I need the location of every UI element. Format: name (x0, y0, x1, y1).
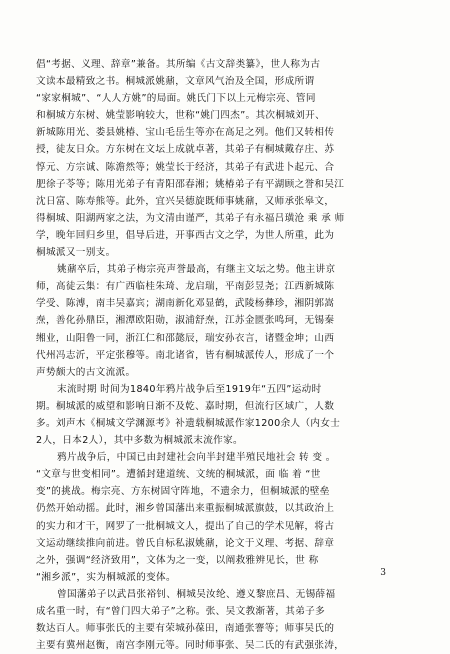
text-line: 倡“考据、义理、辞章”兼备。其所编《古文辞类纂》，世人称为古 (36, 59, 321, 70)
text-line: 文读本最精致之书。桐城派姚鼐，文章风气治及全国，形成所谓 (36, 76, 315, 88)
text-line: 和桐城方东树、姚莹影响较大，世称“姚门四杰”。其次桐城刘开、 (36, 110, 326, 122)
text-line: “文章与世变相同”。遭循封建道统、文统的桐城派，面 临 着 “世 (36, 469, 321, 481)
text-line: 焘，善化孙鼎臣，湘潭欧阳勋，淑浦舒焘，江苏金匮张鸣珂，无锡秦 (36, 315, 335, 327)
text-line: 缃业，山阳鲁一同，浙江仁和邵懿辰，瑞安孙衣言，诸暨金坤；山西 (36, 332, 335, 344)
text-line: 授，徒友日众。方东树在文坛上成就卓著，其弟子有桐城戴存庄、苏 (36, 144, 335, 156)
text-line: 声势颇大的古文流派。 (36, 366, 136, 378)
paragraph-start-line: 末流时期 时间为1840年鸦片战争后至1919年“五四”运动时 (57, 383, 322, 395)
text-line: 惇元、方宗诚、陈澹然等；姚莹长于经济，其弟子有武进卜起元、合 (36, 161, 335, 173)
text-line: 2人，日本2人），其中多数为桐城派末流作家。 (36, 435, 243, 447)
text-line: 变”的挑战。梅宗亮、方东树固守阵地，不遗余力，但桐城派的壁垒 (36, 486, 330, 498)
text-line: 新城陈用光、娄县姚椿、宝山毛岳生等亦在高足之列。他们又转相传 (36, 127, 335, 139)
text-line: 仍然开始动摇。此时，湘乡曾国藩出来重振桐城派旗鼓，以其政治上 (36, 503, 335, 515)
text-line: 学受、陈溥，南丰吴嘉宾；湖南新化邓显鹤，武陵杨彝珍，湘阴郭嵩 (36, 298, 335, 310)
text-line: 桐城派又一别支。 (36, 247, 116, 259)
text-line: 的实力和才干，网罗了一批桐城文人，提出了自己的学术见解，将古 (36, 520, 335, 532)
paragraph-start-line: 鸦片战争后，中国已由封建社会向半封建半殖民地社会 转 变 。 (57, 452, 336, 464)
text-line: “家家桐城”、“人人方姚”的局面。姚氏门下以上元梅宗亮、管同 (36, 93, 316, 105)
text-line: 文运动继续推向前进。曾氏自标私淑姚鼐，论文于义理、考据、辞章 (36, 537, 335, 549)
text-line: 师，高徒云集：有广西临桂朱琦、龙启瑞，平南彭昱尧；江西新城陈 (36, 281, 335, 293)
text-line: 得桐城、阳湖两家之法，为文清由谨严，其弟子有永福吕璜沧 乘 承 师 (36, 212, 345, 224)
page-number: 3 (380, 568, 386, 578)
text-line: “湘乡派”，实为桐城派的变体。 (36, 571, 176, 583)
text-line: 沈日富、陈寿熊等。此外，宜兴吴德旋既师事姚鼐，又师承张皋文， (36, 195, 335, 207)
paragraph-start-line: 曾国藩弟子以武昌张裕钊、桐城吴汝纶、遵义黎庶昌、无锡薛福 (57, 588, 336, 600)
text-line: 期。桐城派的威望和影响日渐不及乾、嘉时期，但流行区域广，人数 (36, 400, 335, 412)
text-line: 代州冯志沂，平定张穆等。南北诸省，皆有桐城派传人，形成了一个 (36, 349, 335, 361)
text-line: 学，晚年回归乡里，倡导后进，开事西古文之学，为世人所重，此为 (36, 229, 335, 241)
paragraph-start-line: 姚鼐卒后，其弟子梅宗亮声誉最高，有继主文坛之势。他主讲京 (57, 264, 336, 276)
text-line: 数达百人。师事张氏的主要有荣城孙葆田，南通张謇等；师事吴氏的 (36, 623, 335, 635)
document-page (36, 56, 420, 654)
text-line: 之外，强调“经济致用”，文体为之一变，以阐救雅辨见长，世 称 (36, 554, 319, 566)
text-line: 肥徐子苓等；陈用光弟子有青阳邵春湘；姚椿弟子有平湖顾之誉和吴江 (36, 178, 345, 190)
text-line: 成名重一时，有“曾门四大弟子”之称。张、吴文教渐著，其弟子多 (36, 606, 326, 617)
text-line: 多。刘声木《桐城文学渊源考》补遗载桐城派作家1200余人（内女士 (36, 417, 341, 429)
text-line: 主要有冀州赵衡，南宫李刚元等。同时师事张、吴二氏的有武强张涛， (36, 640, 345, 652)
